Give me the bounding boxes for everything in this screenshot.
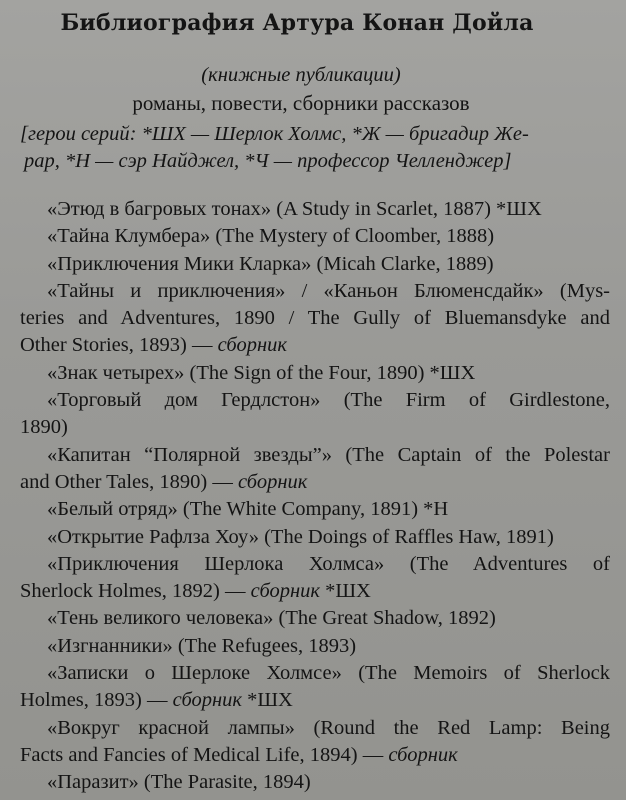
entry-type-label: сборник bbox=[250, 580, 320, 603]
entry-text: 1890) bbox=[20, 416, 68, 439]
bibliography-line bbox=[20, 360, 610, 387]
bibliography-line bbox=[20, 496, 610, 523]
bibliography-line bbox=[20, 742, 610, 769]
bibliography-line bbox=[20, 469, 610, 496]
entry-text: «Тень великого человека» (The Great Shadow, 1892) bbox=[47, 607, 496, 630]
bibliography-line bbox=[20, 305, 610, 332]
entry-text: «Торговый дом Гердлстон» (The Firm of Girdlestone, bbox=[47, 389, 610, 412]
page-title: Библиография Артура Конан Дойла bbox=[60, 10, 534, 36]
bibliography-line bbox=[20, 524, 610, 551]
series-legend-line: [герои серий: *ШХ — Шерлок Холмс, *Ж — бригадир Же- bbox=[20, 123, 529, 145]
entry-text: and Other Tales, 1890) — bbox=[20, 470, 238, 493]
series-legend bbox=[20, 121, 610, 175]
entry-series-tag: *ШХ bbox=[320, 580, 371, 603]
bibliography-line bbox=[20, 687, 610, 714]
entry-type-label: сборник bbox=[172, 689, 242, 712]
entry-text: «Белый отряд» (The White Company, 1891) *Н bbox=[47, 498, 449, 521]
entry-text: Sherlock Holmes, 1892) — bbox=[20, 580, 251, 603]
bibliography-line bbox=[20, 414, 610, 441]
entry-type-label: сборник bbox=[237, 470, 308, 493]
bibliography-list bbox=[20, 196, 610, 797]
entry-text: «Тайна Клумбера» (The Mystery of Cloomber, 1888) bbox=[47, 225, 495, 248]
bibliography-line bbox=[20, 578, 610, 605]
entry-text: «Паразит» (The Parasite, 1894) bbox=[47, 771, 311, 794]
subtitle-publications: (книжные публикации) bbox=[201, 64, 401, 86]
entry-text: «Записки о Шерлоке Холмсе» (The Memoirs of Sherlock bbox=[47, 662, 610, 685]
entry-type-label: сборник bbox=[217, 334, 287, 357]
bibliography-line bbox=[20, 251, 610, 278]
entry-text: Holmes, 1893) — bbox=[20, 689, 173, 712]
bibliography-line bbox=[20, 633, 610, 660]
bibliography-line bbox=[20, 660, 610, 687]
entry-text: «Вокруг красной лампы» (Round the Red Lamp: Being bbox=[47, 716, 610, 739]
bibliography-line bbox=[20, 605, 610, 632]
bibliography-line bbox=[20, 442, 610, 469]
bibliography-line bbox=[20, 715, 610, 742]
entry-text: «Тайны и приключения» / «Каньон Блюменсдайк» (Mys- bbox=[47, 279, 610, 302]
entry-text: «Приключения Мики Кларка» (Micah Clarke, 1889) bbox=[47, 252, 494, 275]
entry-text: «Открытие Рафлза Хоу» (The Doings of Raffles Haw, 1891) bbox=[47, 525, 554, 548]
entry-type-label: сборник bbox=[388, 743, 458, 766]
bibliography-line bbox=[20, 278, 610, 305]
entry-text: «Знак четырех» (The Sign of the Four, 1890) *ШХ bbox=[47, 361, 476, 384]
entry-text: «Капитан “Полярной звезды”» (The Captain of the Polestar bbox=[47, 443, 610, 466]
bibliography-line bbox=[20, 387, 610, 414]
entry-text: Facts and Fancies of Medical Life, 1894) — bbox=[20, 743, 389, 766]
entry-text: «Этюд в багровых тонах» (A Study in Scarlet, 1887) *ШХ bbox=[47, 198, 542, 220]
entry-text: «Изгнанники» (The Refugees, 1893) bbox=[47, 634, 357, 657]
entry-text: teries and Adventures, 1890 / The Gully of Bluemansdyke and bbox=[20, 307, 610, 330]
bibliography-line bbox=[20, 332, 610, 359]
bibliography-line bbox=[20, 769, 610, 796]
entry-text: Other Stories, 1893) — bbox=[20, 334, 218, 357]
entry-text: «Приключения Шерлока Холмса» (The Adventures of bbox=[47, 552, 610, 575]
series-legend-line: рар, *Н — сэр Найджел, *Ч — профессор Челленджер] bbox=[24, 150, 512, 172]
bibliography-line bbox=[20, 223, 610, 250]
subtitle-genres: романы, повести, сборники рассказов bbox=[132, 91, 470, 115]
bibliography-line bbox=[20, 196, 610, 223]
entry-series-tag: *ШХ bbox=[242, 689, 293, 712]
bibliography-line bbox=[20, 551, 610, 578]
